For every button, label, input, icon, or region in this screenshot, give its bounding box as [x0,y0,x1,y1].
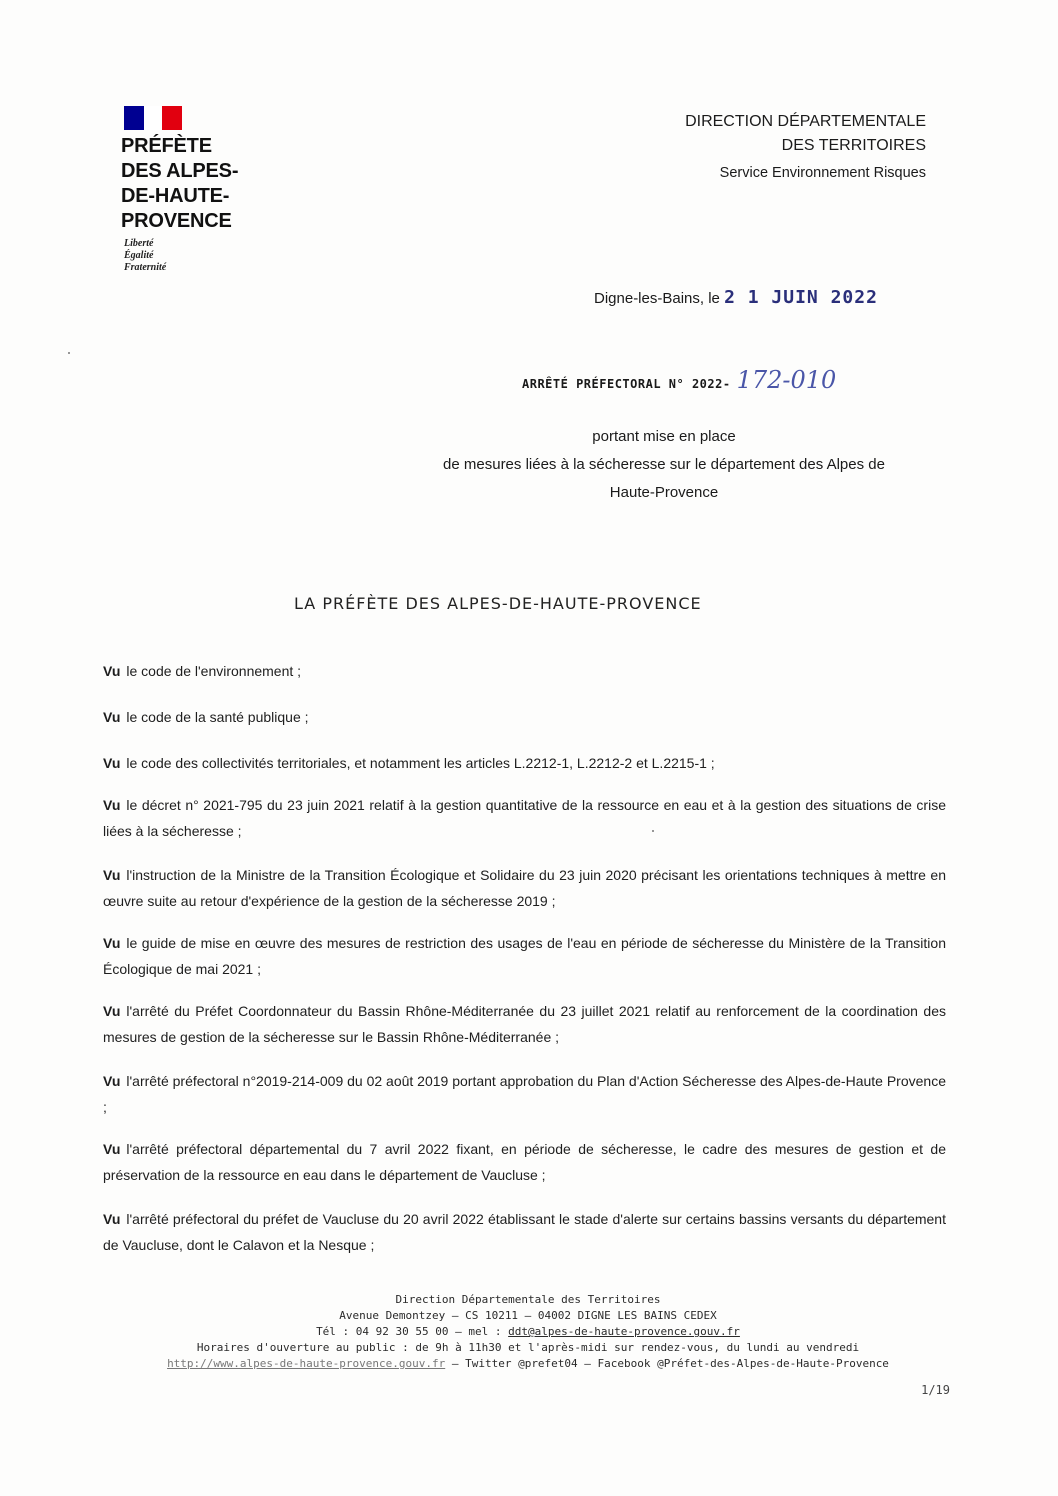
visa-item [103,792,946,844]
subject-line: Haute-Provence [609,484,719,501]
service-name: Service Environnement Risques [719,165,926,181]
marianne-flag-logo [124,106,182,130]
footer-line: Direction Départementale des Territoires [395,1293,661,1306]
visa-vu: Vu [103,935,121,951]
motto-line: Égalité [124,250,154,261]
footer-website-link[interactable]: http://www.alpes-de-haute-provence.gouv.fr [167,1357,446,1370]
scan-speck [652,830,654,832]
visa-vu: Vu [103,1211,121,1227]
prefecture-logo-title [121,134,271,234]
page-number: 1/19 [921,1383,950,1397]
visa-text: le code des collectivités territoriales, et notamment les articles L.2212-1, L.2212-2 et L.2215-1 ; [126,755,715,771]
visa-item [103,1206,946,1258]
republic-motto [124,238,166,274]
issuing-direction [685,110,926,185]
logo-line: DE-HAUTE- [121,185,230,207]
visa-vu: Vu [103,797,121,813]
subject-line: de mesures liées à la sécheresse sur le département des Alpes de [443,456,885,473]
visa-item [103,998,946,1050]
footer-address: Avenue Demontzey – CS 10211 – 04002 DIGNE LES BAINS CEDEX [339,1309,717,1322]
visa-vu: Vu [103,755,121,771]
visa-text: l'arrêté du Préfet Coordonnateur du Bassin Rhône-Méditerranée du 23 juillet 2021 relatif au renforcement de la coordination des mesures de gestion de la sécheresse sur le Bassin Rhône-Méditerranée ; [103,1003,946,1045]
visa-item [103,658,946,684]
visa-text: l'instruction de la Ministre de la Transition Écologique et Solidaire du 23 juin 2020 précisant les orientations techniques à mettre en œuvre suite au retour d'expérience de la gestion de la sécheresse 2019 ; [103,867,946,909]
visa-item [103,1136,946,1188]
scan-speck [68,352,70,354]
visa-vu: Vu [103,1003,121,1019]
visa-text: l'arrêté préfectoral du préfet de Vaucluse du 20 avril 2022 établissant le stade d'alerte sur certains bassins versants du département de Vaucluse, dont le Calavon et la Nesque ; [103,1211,946,1253]
footer-email-link[interactable]: ddt@alpes-de-haute-provence.gouv.fr [508,1325,740,1338]
visa-vu: Vu [103,1141,121,1157]
visa-text: l'arrêté préfectoral n°2019-214-009 du 02 août 2019 portant approbation du Plan d'Action Sécheresse des Alpes-de-Haute Provence ; [103,1073,946,1115]
visa-vu: Vu [103,1073,121,1089]
footer-social: – Twitter @prefet04 – Facebook @Préfet-des-Alpes-de-Haute-Provence [451,1357,889,1370]
visa-item [103,930,946,982]
motto-line: Fraternité [124,262,167,273]
issuing-authority: LA PRÉFÈTE DES ALPES-DE-HAUTE-PROVENCE [294,594,702,613]
logo-line: PRÉFÈTE [121,135,212,157]
arrete-handwritten-number: 172-010 [736,366,837,394]
footer-tel: Tél : 04 92 30 55 00 – mel : [316,1325,502,1338]
visa-text: le guide de mise en œuvre des mesures de restriction des usages de l'eau en période de sécheresse du Ministère de la Transition Écologique de mai 2021 ; [103,935,946,977]
visa-text: le code de la santé publique ; [126,709,309,725]
date-line [594,287,878,308]
arrete-number [522,366,836,394]
visa-text: l'arrêté préfectoral départemental du 7 avril 2022 fixant, en période de sécheresse, le cadre des mesures de gestion et de préservation de la ressource en eau dans le département de Vaucluse ; [103,1141,946,1183]
visa-text: le code de l'environnement ; [126,663,302,679]
arrete-label: ARRÊTÉ PRÉFECTORAL N° 2022- [522,377,731,391]
visa-item [103,1068,946,1120]
motto-line: Liberté [124,238,154,249]
visa-vu: Vu [103,663,121,679]
arrete-subject [400,423,928,507]
visa-item [103,704,946,730]
subject-line: portant mise en place [592,428,736,445]
direction-line: DES TERRITOIRES [781,137,926,154]
page-footer [128,1292,928,1372]
footer-contact [128,1324,928,1340]
direction-line: DIRECTION DÉPARTEMENTALE [685,113,926,130]
footer-web-social [128,1356,928,1372]
visa-text: le décret n° 2021-795 du 23 juin 2021 relatif à la gestion quantitative de la ressource en eau et à la gestion des situations de crise liées à la sécheresse ; [103,797,946,839]
logo-line: DES ALPES- [121,160,239,182]
visa-item [103,862,946,914]
date-stamp: 2 1 JUIN 2022 [724,287,878,308]
logo-line: PROVENCE [121,210,232,232]
footer-hours: Horaires d'ouverture au public : de 9h à 11h30 et l'après-midi sur rendez-vous, du lundi au vendredi [196,1341,860,1354]
date-prefix: Digne-les-Bains, le [594,290,720,307]
visa-vu: Vu [103,709,121,725]
visa-vu: Vu [103,867,121,883]
visa-item [103,750,946,776]
